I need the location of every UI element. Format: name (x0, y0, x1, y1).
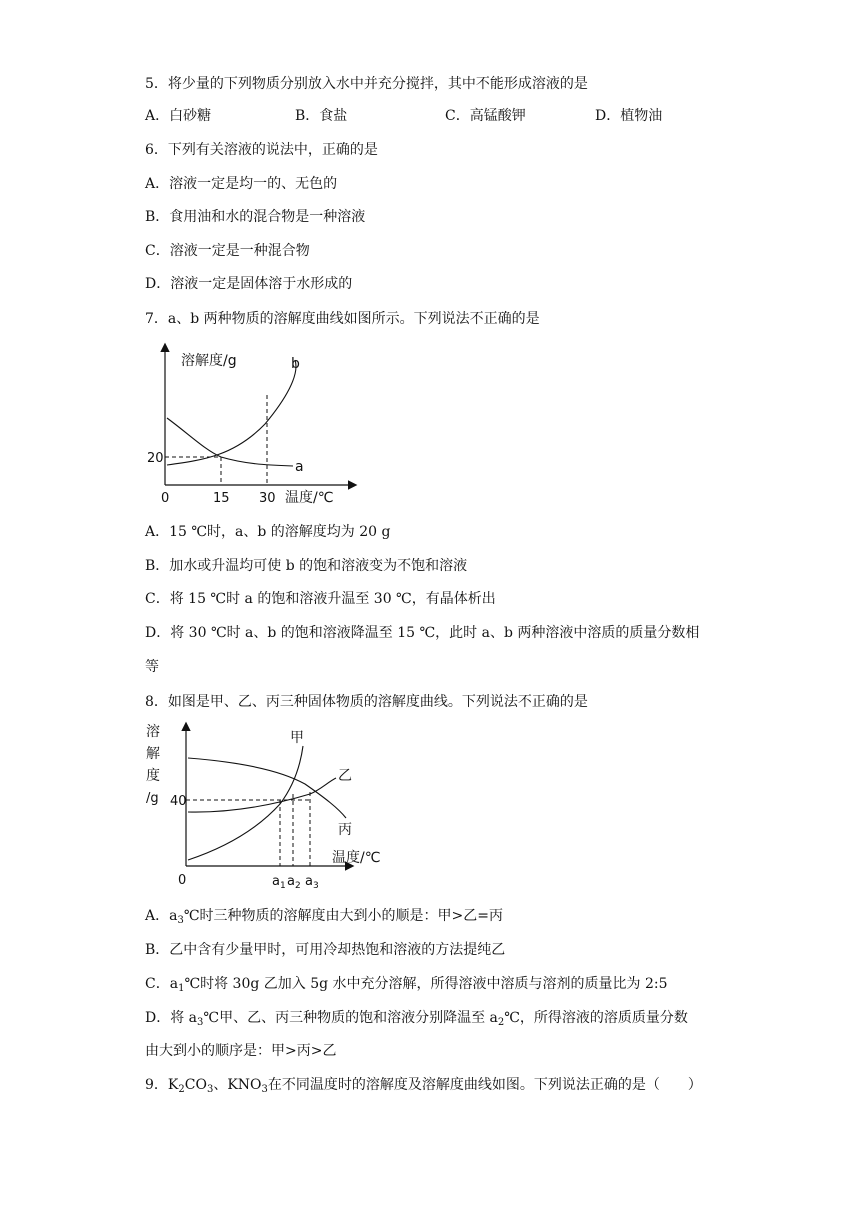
q8-option-d: D．将 $a_3℃$甲、乙、丙三种物质的饱和溶液分别降温至 $a_2℃$，所得溶液的溶质质量分数 (145, 1010, 688, 1028)
q7-curve-a (167, 418, 293, 466)
q7-option-d: D．将 30 ℃时 a、b 的饱和溶液降温至 15 ℃，此时 a、b 两种溶液中溶质的质量分数相 (145, 625, 700, 641)
q8-option-a: A．$a_3℃$时三种物质的溶解度由大到小的顺是：甲>乙=丙 (145, 908, 503, 926)
q7-y-axis-label: 溶解度/g (181, 353, 237, 369)
q8-curve-yi (188, 778, 336, 812)
q7-curve-b (167, 360, 296, 465)
q7-curve-b-label: b (291, 356, 300, 372)
q5-option-b: B．食盐 (295, 108, 348, 124)
q5-stem: 5．将少量的下列物质分别放入水中并充分搅拌，其中不能形成溶液的是 (145, 76, 588, 92)
q8-y-tick-40: 40 (170, 794, 187, 809)
q7-option-a: A．15 ℃时，a、b 的溶解度均为 20 g (145, 524, 391, 540)
q6-option-a: A．溶液一定是均一的、无色的 (145, 176, 338, 192)
q8-option-d-continued: 由大到小的顺序是：甲>丙>乙 (145, 1043, 337, 1059)
q6-option-d: D．溶液一定是固体溶于水形成的 (145, 276, 353, 292)
q9-stem: 9．$K_2CO_3$、$KNO_3$在不同温度时的溶解度及溶解度曲线如图。下列说法正确的是（ ） (145, 1077, 702, 1095)
q7-x-tick-15: 15 (213, 491, 230, 506)
q7-option-d-continued: 等 (145, 659, 159, 675)
q8-stem: 8．如图是甲、乙、丙三种固体物质的溶解度曲线。下列说法不正确的是 (145, 694, 588, 710)
q8-x-axis-label: 温度/℃ (332, 850, 381, 866)
q7-x-tick-30: 30 (259, 491, 276, 506)
q8-y-axis-label-1: 溶 (146, 724, 160, 740)
q8-curve-yi-label: 乙 (338, 768, 352, 784)
q8-origin: 0 (178, 873, 187, 888)
q7-option-b: B．加水或升温均可使 b 的饱和溶液变为不饱和溶液 (145, 558, 468, 574)
q8-y-axis-label-2: 解 (146, 746, 160, 762)
q5-option-c: C．高锰酸钾 (445, 108, 526, 124)
q8-y-axis-label-4: /g (146, 791, 159, 806)
q8-option-b: B．乙中含有少量甲时，可用冷却热饱和溶液的方法提纯乙 (145, 942, 506, 958)
q7-y-tick-20: 20 (147, 451, 164, 466)
q8-solubility-graph (140, 718, 400, 896)
q8-curve-jia-label: 甲 (290, 730, 304, 746)
q5-option-d: D．植物油 (595, 108, 663, 124)
q6-option-c: C．溶液一定是一种混合物 (145, 243, 310, 259)
q8-x-tick-a2: $a_2$ (287, 874, 301, 891)
q7-option-c: C．将 15 ℃时 a 的饱和溶液升温至 30 ℃，有晶体析出 (145, 591, 496, 607)
q8-option-c: C．$a_1℃$时将 30g 乙加入 5g 水中充分溶解，所得溶液中溶质与溶剂的质量比为 2:5 (145, 976, 668, 994)
q8-curve-bing (188, 758, 346, 818)
q7-x-axis-label: 温度/℃ (285, 490, 334, 506)
q7-solubility-graph (145, 340, 365, 510)
q8-x-tick-a3: $a_3$ (305, 874, 319, 891)
q7-stem: 7．a、b 两种物质的溶解度曲线如图所示。下列说法不正确的是 (145, 311, 540, 327)
q8-y-axis-label-3: 度 (146, 768, 160, 784)
q5-option-a: A．白砂糖 (145, 108, 212, 124)
q7-curve-a-label: a (295, 459, 304, 475)
q6-stem: 6．下列有关溶液的说法中，正确的是 (145, 142, 378, 158)
q8-x-tick-a1: $a_1$ (272, 874, 286, 891)
q8-curve-bing-label: 丙 (338, 822, 352, 838)
q7-x-tick-0: 0 (161, 491, 170, 506)
q8-curve-jia (188, 746, 303, 860)
q6-option-b: B．食用油和水的混合物是一种溶液 (145, 209, 366, 225)
